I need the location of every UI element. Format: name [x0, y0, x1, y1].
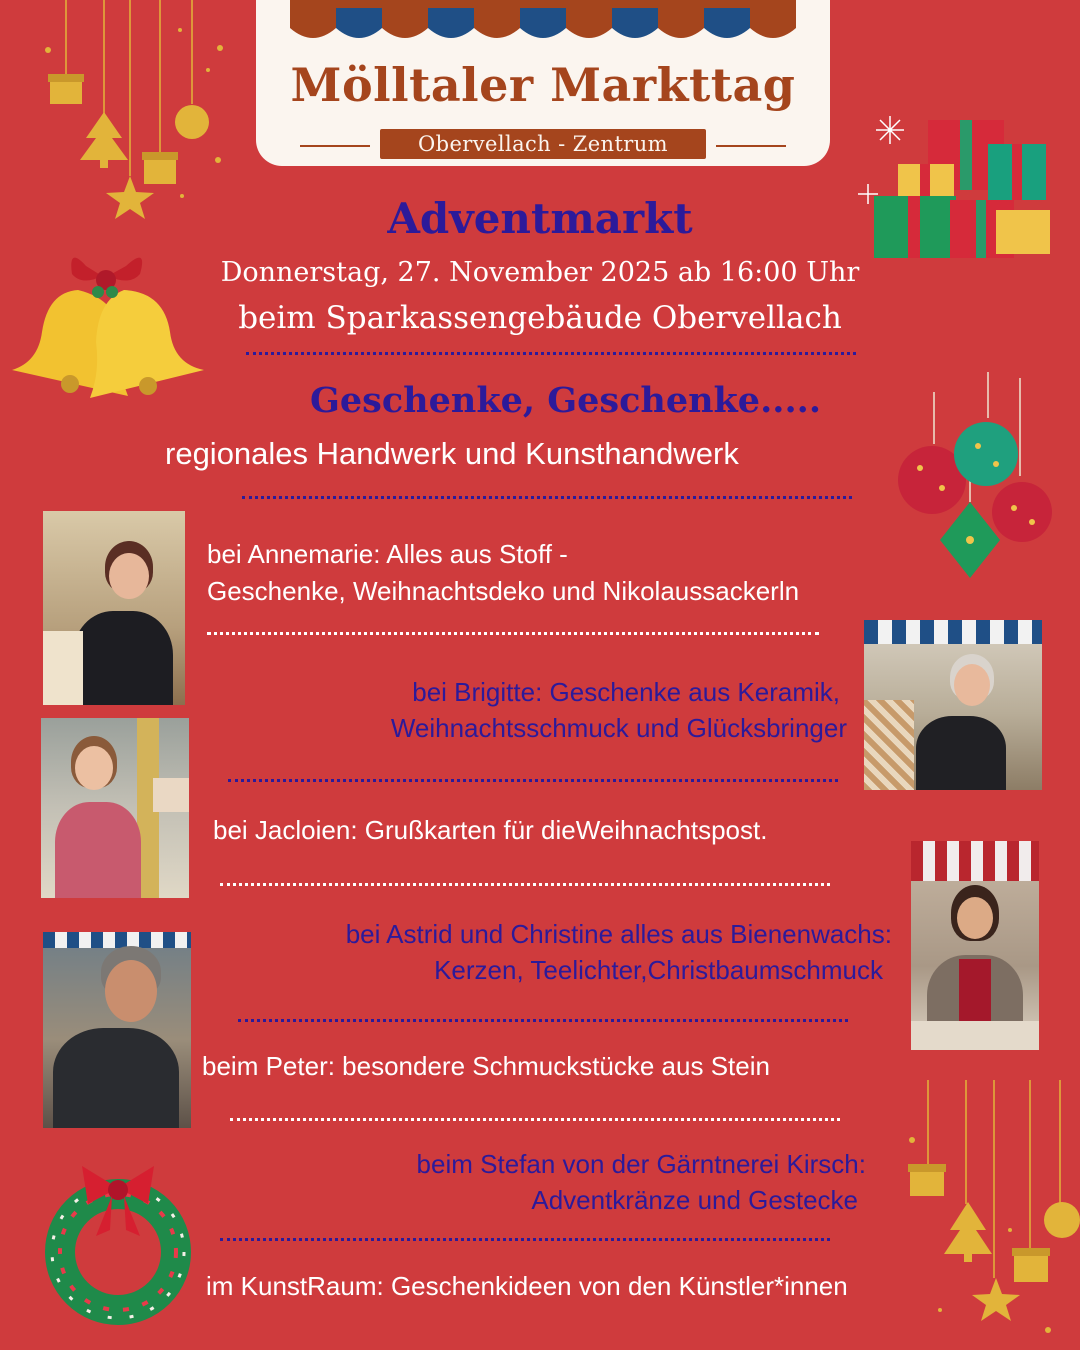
dotted-divider: [230, 1118, 840, 1121]
gifts-title: Geschenke, Geschenke.....: [310, 380, 822, 421]
vendor-text: im KunstRaum: Geschenkideen von den Künstler*innen: [206, 1271, 848, 1301]
vendor-text: Kerzen, Teelichter,Christbaumschmuck: [434, 955, 883, 985]
vendor-text: beim Peter: besondere Schmuckstücke aus Stein: [202, 1051, 770, 1081]
event-date: Donnerstag, 27. November 2025 ab 16:00 Uhr: [220, 257, 860, 288]
vendor-photo-peter: [43, 932, 191, 1128]
gift-boxes-icon: [858, 100, 1058, 280]
hanging-ornaments-icon: [40, 0, 230, 220]
vendor-text: Weihnachtsschmuck und Glücksbringer: [390, 713, 847, 743]
vendor-text: bei Astrid und Christine alles aus Bienenwachs:: [345, 919, 892, 949]
awning-icon: [290, 0, 796, 50]
dotted-divider: [242, 496, 852, 499]
vendor-text: beim Stefan von der Gärntnerei Kirsch:: [416, 1149, 866, 1179]
divider: [716, 145, 786, 147]
bells-icon: [8, 246, 208, 408]
vendor-text: bei Brigitte: Geschenke aus Keramik,: [412, 677, 840, 707]
gifts-subtitle: regionales Handwerk und Kunsthandwerk: [165, 436, 739, 471]
dotted-divider: [228, 779, 838, 782]
dotted-divider: [238, 1019, 848, 1022]
vendor-text: bei Annemarie: Alles aus Stoff -: [207, 539, 568, 569]
vendor-photo-astrid-christine: [911, 841, 1039, 1050]
dotted-divider: [220, 1238, 830, 1241]
divider: [300, 145, 370, 147]
event-place: beim Sparkassengebäude Obervellach: [238, 300, 842, 336]
hanging-ornaments-icon: [900, 1080, 1080, 1350]
market-sign: [256, 0, 830, 166]
vendor-photo-jacloien: [41, 718, 189, 898]
dotted-divider: [207, 632, 819, 635]
vendor-photo-brigitte: [864, 620, 1042, 790]
baubles-icon: [894, 372, 1060, 582]
vendor-text: bei Jacloien: Grußkarten für dieWeihnachtspost.: [213, 815, 768, 845]
market-subtitle: Obervellach - Zentrum: [380, 129, 706, 159]
vendor-text: Adventkränze und Gestecke: [531, 1185, 858, 1215]
market-title: Mölltaler Markttag: [290, 58, 796, 112]
dotted-divider: [246, 352, 856, 355]
event-title: Adventmarkt: [387, 194, 693, 243]
dotted-divider: [220, 883, 830, 886]
vendor-photo-annemarie: [43, 511, 185, 705]
wreath-icon: [38, 1160, 198, 1326]
vendor-text: Geschenke, Weihnachtsdeko und Nikolaussackerln: [207, 576, 800, 606]
